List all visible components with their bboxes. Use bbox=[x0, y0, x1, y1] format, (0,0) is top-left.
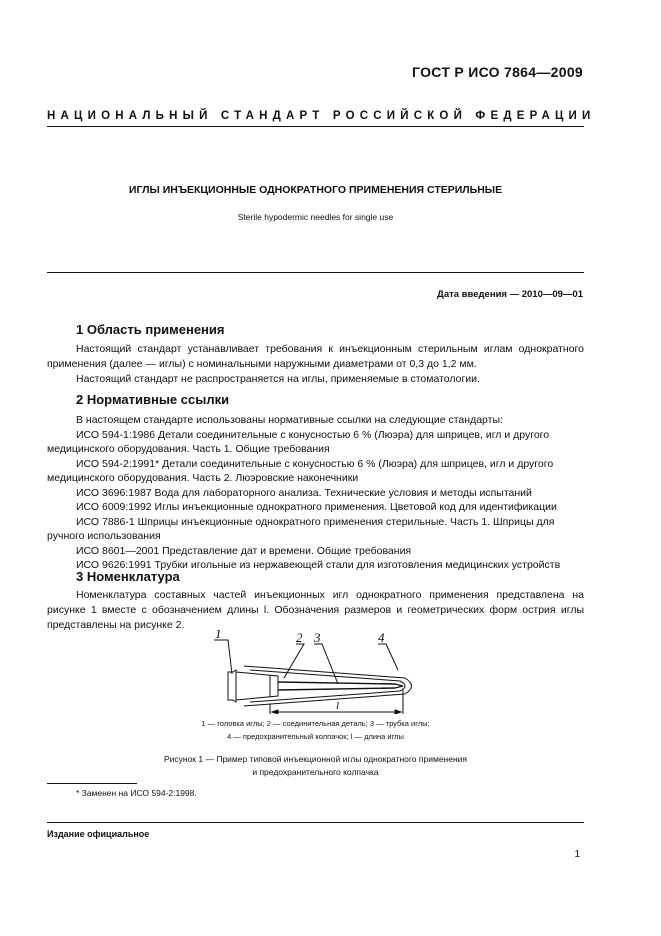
edition-label: Издание официальное bbox=[47, 829, 150, 839]
needle-figure bbox=[200, 630, 440, 714]
section-1-paragraph: Настоящий стандарт устанавливает требования к инъекционным стерильным иглам однократного применения (далее — иглы) с номинальными наружными диаметрами от 0,3 до 1,2 мм. bbox=[47, 343, 584, 370]
section-3-body bbox=[47, 588, 584, 633]
figure-caption-line: Рисунок 1 — Пример типовой инъекционной иглы однократного применения bbox=[163, 754, 468, 764]
label-1: 1 bbox=[215, 630, 222, 641]
reference-item: ИСО 9626:1991 Трубки игольные из нержавеющей стали для изготовления медицинских устройств bbox=[76, 559, 561, 571]
leader-3 bbox=[314, 644, 338, 684]
page-number: 1 bbox=[574, 849, 580, 860]
reference-item: ИСО 7886-1 Шприцы инъекционные однократного применения стерильные. Часть 1. Шприцы для ручного использования bbox=[47, 515, 555, 542]
reference-item: ИСО 6009:1992 Иглы инъекционные однократного применения. Цветовой код для идентификации bbox=[76, 501, 557, 513]
figure-legend-line: 4 — предохранительный колпачок; l — длина иглы bbox=[227, 732, 404, 741]
document-title: ИГЛЫ ИНЪЕКЦИОННЫЕ ОДНОКРАТНОГО ПРИМЕНЕНИЯ СТЕРИЛЬНЫЕ bbox=[128, 184, 503, 196]
figure-caption bbox=[47, 753, 584, 779]
section-2-intro: В настоящем стандарте использованы нормативные ссылки на следующие стандарты: bbox=[76, 414, 503, 426]
leader-1 bbox=[214, 640, 232, 674]
cap-shape bbox=[244, 666, 412, 706]
document-subtitle: Sterile hypodermic needles for single use bbox=[237, 212, 394, 222]
section-2-body bbox=[47, 413, 584, 573]
figure-legend bbox=[47, 717, 584, 743]
intro-date: Дата введения — 2010—09—01 bbox=[437, 289, 583, 300]
top-rule bbox=[47, 126, 584, 127]
figure-caption-line: и предохранительного колпачка bbox=[252, 767, 379, 777]
needle-tube-shape bbox=[278, 682, 403, 690]
section-1-paragraph: Настоящий стандарт не распространяется на иглы, применяемые в стоматологии. bbox=[76, 373, 480, 385]
bottom-rule bbox=[47, 822, 584, 823]
section-3-paragraph: Номенклатура составных частей инъекционных игл однократного применения представлена на рисунке 1 вместе с обозначением длины l. Обозначения размеров и геометрических форм острия иглы представлены на рисунке 2. bbox=[47, 589, 584, 631]
label-2: 2 bbox=[296, 630, 303, 645]
reference-item: ИСО 594-1:1986 Детали соединительные с конусностью 6 % (Люэра) для шприцев, игл и другого медицинского оборудования. Часть 1. Общие требования bbox=[47, 428, 550, 455]
footnote: * Заменен на ИСО 594-2:1998. bbox=[76, 788, 197, 798]
section-1-heading: 1 Область применения bbox=[76, 322, 225, 337]
figure-legend-line: 1 — головка иглы; 2 — соединительная деталь; 3 — трубка иглы; bbox=[201, 719, 430, 728]
label-4: 4 bbox=[378, 630, 385, 645]
footnote-rule bbox=[47, 783, 137, 784]
hub-head-shape bbox=[228, 670, 236, 702]
document-code: ГОСТ Р ИСО 7864—2009 bbox=[412, 64, 583, 80]
reference-item: ИСО 3696:1987 Вода для лабораторного анализа. Технические условия и методы испытаний bbox=[76, 486, 532, 499]
reference-item: ИСО 8601—2001 Представление дат и времени. Общие требования bbox=[76, 544, 412, 557]
connector-shape bbox=[236, 672, 278, 700]
section-2-heading: 2 Нормативные ссылки bbox=[76, 392, 230, 407]
label-3: 3 bbox=[314, 630, 321, 645]
leader-4 bbox=[378, 644, 398, 670]
dimension-label: l bbox=[336, 700, 340, 712]
section-3-heading: 3 Номенклатура bbox=[76, 569, 180, 584]
title-rule bbox=[47, 272, 584, 273]
reference-item: ИСО 594-2:1991* Детали соединительные с конусностью 6 % (Люэра) для шприцев, игл и другого медицинского оборудования. Часть 2. Люэровские наконечники bbox=[47, 457, 554, 484]
national-standard-banner: НАЦИОНАЛЬНЫЙ СТАНДАРТ РОССИЙСКОЙ ФЕДЕРАЦИИ bbox=[47, 110, 596, 122]
section-1-body bbox=[47, 342, 584, 387]
cap-inner bbox=[250, 670, 405, 702]
